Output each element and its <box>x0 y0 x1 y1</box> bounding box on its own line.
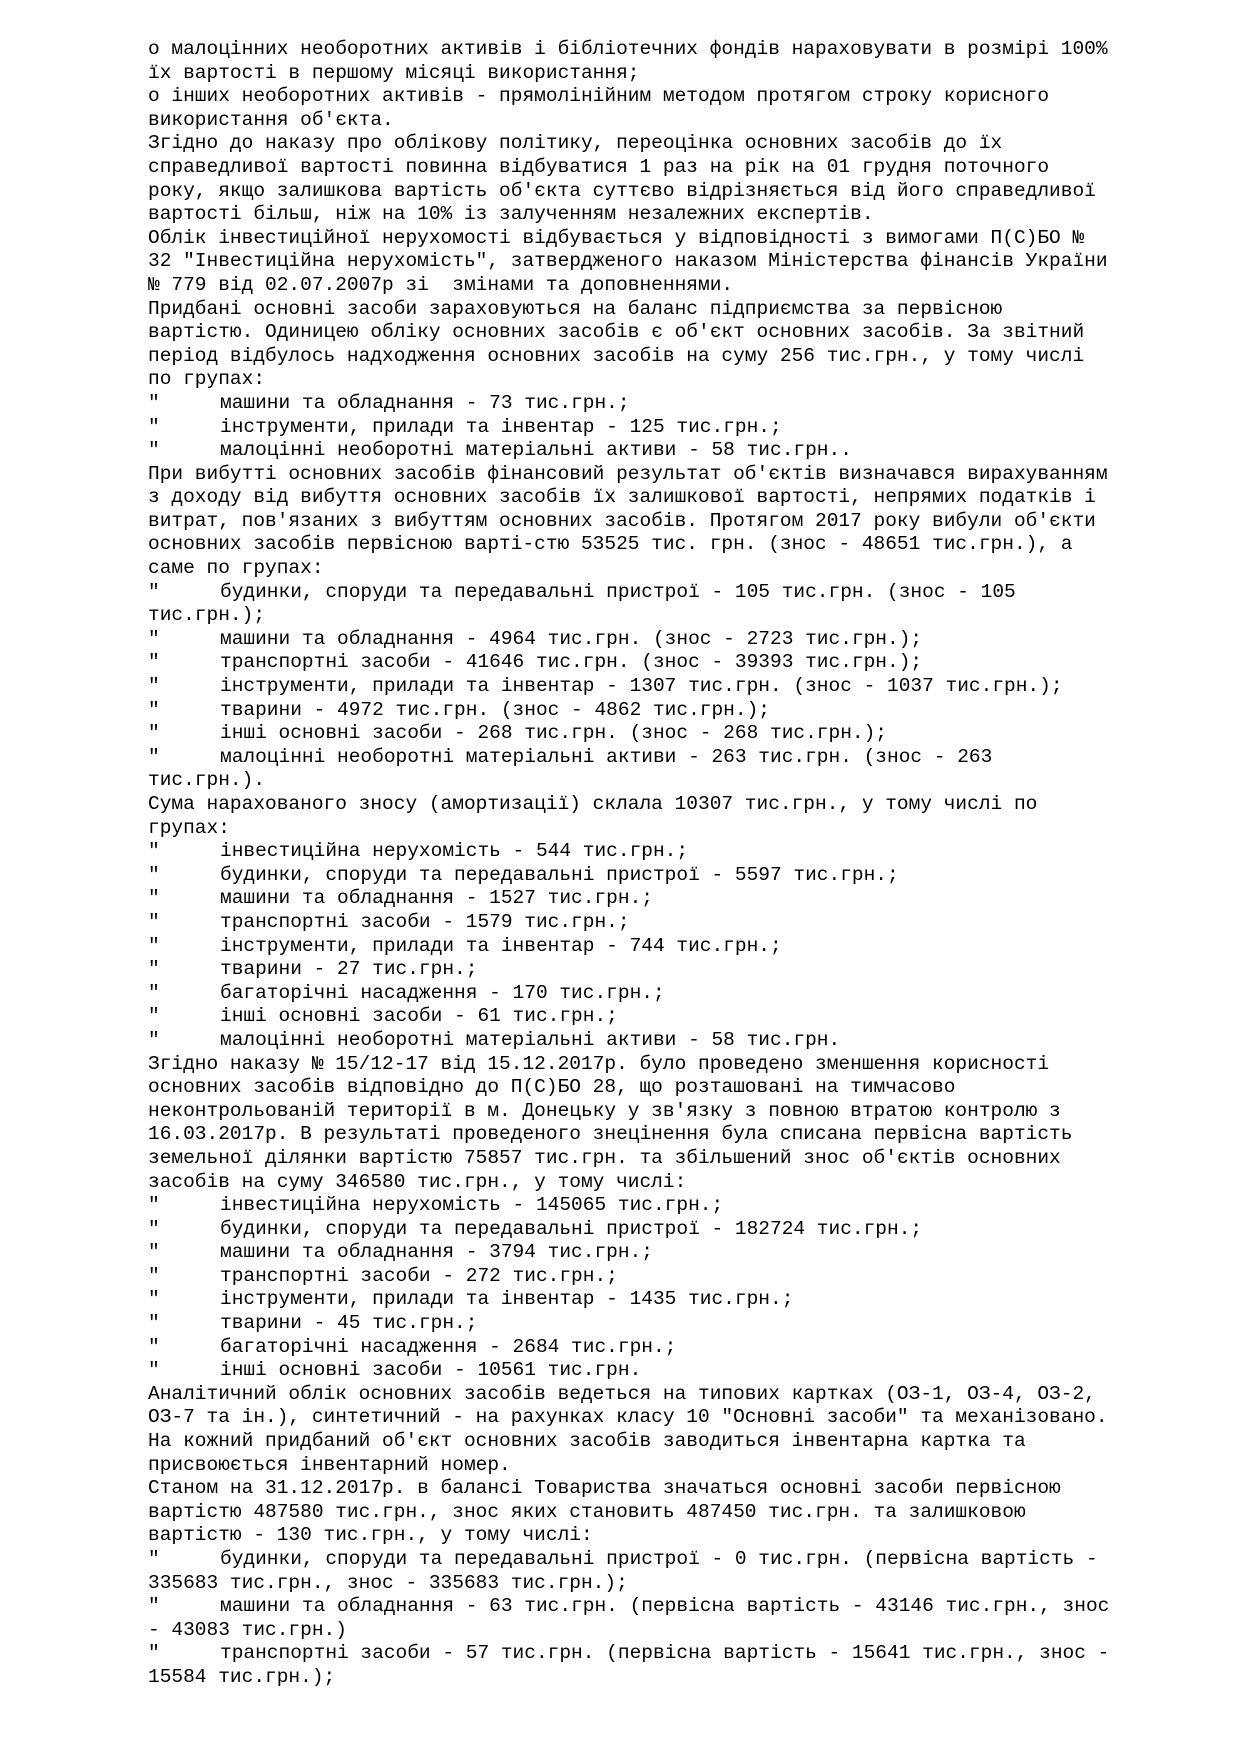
text-line <box>148 180 1208 204</box>
bullet-mark: " <box>148 1312 160 1335</box>
bullet-mark: " <box>148 1642 160 1665</box>
text-line <box>148 250 1208 274</box>
bullet-mark: " <box>148 1194 160 1217</box>
line-text: будинки, споруди та передавальні пристрої - 105 тис.грн. (знос - 105 <box>220 580 1016 603</box>
bullet-line <box>148 958 1208 982</box>
line-text: При вибутті основних засобів фінансовий результат об'єктів визначався вирахуванням <box>148 462 1108 485</box>
line-text: 32 "Інвестиційна нерухомість", затвердженого наказом Міністерства фінансів України <box>148 250 1108 273</box>
line-text: використання об'єкта. <box>148 108 394 131</box>
line-text: по групах: <box>148 368 266 391</box>
bullet-mark: " <box>148 627 160 650</box>
line-text: справедливої вартості повинна відбуватися 1 раз на рік на 01 грудня поточного <box>148 155 1050 178</box>
text-line <box>148 132 1208 156</box>
line-text: інші основні засоби - 10561 тис.грн. <box>220 1359 642 1382</box>
text-line <box>148 604 1208 628</box>
line-text: малоцінні необоротні матеріальні активи - 263 тис.грн. (знос - 263 <box>220 745 993 768</box>
bullet-line <box>148 887 1208 911</box>
text-line <box>148 769 1208 793</box>
text-line <box>148 62 1208 86</box>
bullet-mark: " <box>148 1005 160 1028</box>
bullet-mark: " <box>148 958 160 981</box>
bullet-line <box>148 1548 1208 1572</box>
text-line <box>148 533 1208 557</box>
text-line <box>148 1430 1208 1454</box>
line-text: малоцінні необоротні матеріальні активи - 58 тис.грн. <box>220 1028 841 1051</box>
text-line <box>148 345 1208 369</box>
text-line <box>148 1477 1208 1501</box>
bullet-line <box>148 416 1208 440</box>
bullet-line <box>148 722 1208 746</box>
bullet-mark: " <box>148 863 160 886</box>
line-text: ОЗ-7 та ін.), синтетичний - на рахунках класу 10 "Основні засоби" та механізовано. <box>148 1406 1108 1429</box>
bullet-mark: " <box>148 1548 160 1570</box>
line-text: період відбулось надходження основних засобів на суму 256 тис.грн., у тому числі <box>148 344 1085 367</box>
bullet-line <box>148 1595 1208 1619</box>
line-text: витрат, пов'язаних з вибуттям основних засобів. Протягом 2017 року вибули об'єкти <box>148 509 1096 532</box>
line-text: багаторічні насадження - 2684 тис.грн.; <box>220 1335 677 1358</box>
bullet-mark: " <box>148 981 160 1004</box>
bullet-mark: " <box>148 910 160 933</box>
bullet-mark: " <box>148 745 160 768</box>
bullet-mark: " <box>148 651 160 674</box>
text-line <box>148 203 1208 227</box>
bullet-mark: " <box>148 580 160 603</box>
line-text: машини та обладнання - 4964 тис.грн. (знос - 2723 тис.грн.); <box>220 627 923 650</box>
bullet-mark: " <box>148 391 160 414</box>
line-text: машини та обладнання - 1527 тис.грн.; <box>220 887 653 910</box>
line-text: тварини - 45 тис.грн.; <box>220 1312 478 1335</box>
line-text: вартістю - 130 тис.грн., у тому числі: <box>148 1524 593 1547</box>
bullet-line <box>148 628 1208 652</box>
line-text: о малоцінних необоротних активів і бібліотечних фондів нараховувати в розмірі 100% <box>148 38 1108 60</box>
bullet-line <box>148 1359 1208 1383</box>
line-text: засобів на суму 346580 тис.грн., у тому числі: <box>148 1170 687 1193</box>
line-text: На кожний придбаний об'єкт основних засобів заводиться інвентарна картка та <box>148 1430 1026 1453</box>
line-text: будинки, споруди та передавальні пристрої - 0 тис.грн. (первісна вартість - <box>220 1548 1098 1570</box>
bullet-line <box>148 392 1208 416</box>
bullet-line <box>148 1265 1208 1289</box>
text-line <box>148 227 1208 251</box>
line-text: - 43083 тис.грн.) <box>148 1618 347 1641</box>
line-text: тварини - 4972 тис.грн. (знос - 4862 тис.грн.); <box>220 698 770 721</box>
line-text: вартістю. Одиницею обліку основних засобів є об'єкт основних засобів. За звітний <box>148 321 1085 344</box>
text-line <box>148 817 1208 841</box>
text-line <box>148 1501 1208 1525</box>
bullet-line <box>148 581 1208 605</box>
line-text: інструменти, прилади та інвентар - 744 тис.грн.; <box>220 934 782 957</box>
text-line <box>148 1524 1208 1548</box>
text-line <box>148 1454 1208 1478</box>
text-line <box>148 298 1208 322</box>
bullet-line <box>148 675 1208 699</box>
text-line <box>148 109 1208 133</box>
line-text: вартістю 487580 тис.грн., знос яких становить 487450 тис.грн. та залишковою <box>148 1500 1026 1523</box>
line-text: будинки, споруди та передавальні пристрої - 182724 тис.грн.; <box>220 1217 923 1240</box>
line-text: інші основні засоби - 268 тис.грн. (знос - 268 тис.грн.); <box>220 722 888 745</box>
line-text: інструменти, прилади та інвентар - 125 тис.грн.; <box>220 415 782 438</box>
bullet-mark: " <box>148 439 160 462</box>
bullet-mark: " <box>148 934 160 957</box>
bullet-line <box>148 1005 1208 1029</box>
line-text: машини та обладнання - 3794 тис.грн.; <box>220 1241 653 1264</box>
text-line <box>148 1171 1208 1195</box>
line-text: Згідно до наказу про облікову політику, переоцінка основних засобів до їх <box>148 132 1003 155</box>
text-line <box>148 1053 1208 1077</box>
text-line <box>148 1147 1208 1171</box>
line-text: року, якщо залишкова вартість об'єкта суттєво відрізняється від його справедливої <box>148 179 1096 202</box>
line-text: основних засобів відповідно до П(С)БО 28, що розташовані на тимчасово <box>148 1076 956 1099</box>
text-line <box>148 1406 1208 1430</box>
text-line <box>148 1619 1208 1643</box>
line-text: Згідно наказу № 15/12-17 від 15.12.2017р. було проведено зменшення корисності <box>148 1052 1050 1075</box>
bullet-line <box>148 1336 1208 1360</box>
line-text: 15584 тис.грн.); <box>148 1665 336 1688</box>
line-text: тис.грн.); <box>148 604 266 627</box>
bullet-line <box>148 439 1208 463</box>
bullet-line <box>148 651 1208 675</box>
text-line <box>148 793 1208 817</box>
line-text: багаторічні насадження - 170 тис.грн.; <box>220 981 665 1004</box>
text-line <box>148 1076 1208 1100</box>
bullet-mark: " <box>148 887 160 910</box>
bullet-mark: " <box>148 1595 160 1618</box>
line-text: їх вартості в першому місяці використання; <box>148 61 640 84</box>
bullet-mark: " <box>148 1241 160 1264</box>
bullet-mark: " <box>148 840 160 863</box>
bullet-mark: " <box>148 698 160 721</box>
line-text: групах: <box>148 816 230 839</box>
bullet-line <box>148 864 1208 888</box>
bullet-line <box>148 935 1208 959</box>
bullet-line <box>148 699 1208 723</box>
line-text: інструменти, прилади та інвентар - 1435 тис.грн.; <box>220 1288 794 1311</box>
line-text: інші основні засоби - 61 тис.грн.; <box>220 1005 618 1028</box>
bullet-line <box>148 1241 1208 1265</box>
line-text: транспортні засоби - 272 тис.грн.; <box>220 1264 618 1287</box>
line-text: тварини - 27 тис.грн.; <box>220 958 478 981</box>
line-text: основних засобів первісною варті-стю 53525 тис. грн. (знос - 48651 тис.грн.), а <box>148 533 1073 556</box>
text-line <box>148 557 1208 581</box>
text-line <box>148 38 1208 62</box>
line-text: Аналітичний облік основних засобів ведеться на типових картках (ОЗ-1, ОЗ-4, ОЗ-2, <box>148 1382 1096 1405</box>
line-text: саме по групах: <box>148 557 324 580</box>
line-text: 16.03.2017р. В результаті проведеного знецінення була списана первісна вартість <box>148 1123 1073 1146</box>
bullet-mark: " <box>148 1028 160 1051</box>
text-line <box>148 274 1208 298</box>
line-text: Сума нарахованого зносу (амортизації) склала 10307 тис.грн., у тому числі по <box>148 793 1038 815</box>
line-text: інструменти, прилади та інвентар - 1307 тис.грн. (знос - 1037 тис.грн.); <box>220 675 1063 698</box>
text-line <box>148 156 1208 180</box>
line-text: машини та обладнання - 73 тис.грн.; <box>220 391 630 414</box>
line-text: малоцінні необоротні матеріальні активи - 58 тис.грн.. <box>220 439 852 462</box>
document-page <box>148 38 1208 1690</box>
line-text: Станом на 31.12.2017р. в балансі Товариства значаться основні засоби первісною <box>148 1477 1061 1500</box>
text-line <box>148 510 1208 534</box>
line-text: вартості більш, ніж на 10% із залученням незалежних експертів. <box>148 203 874 226</box>
bullet-mark: " <box>148 1264 160 1287</box>
bullet-line <box>148 1642 1208 1666</box>
line-text: земельної ділянки вартістю 75857 тис.грн. та збільшений знос об'єктів основних <box>148 1146 1061 1169</box>
line-text: інвестиційна нерухомість - 145065 тис.грн.; <box>220 1194 724 1217</box>
text-line <box>148 1666 1208 1690</box>
line-text: Облік інвестиційної нерухомості відбувається у відповідності з вимогами П(С)БО № <box>148 226 1085 249</box>
line-text: будинки, споруди та передавальні пристрої - 5597 тис.грн.; <box>220 863 899 886</box>
bullet-line <box>148 1029 1208 1053</box>
line-text: о інших необоротних активів - прямолінійним методом протягом строку корисного <box>148 85 1050 108</box>
line-text: транспортні засоби - 41646 тис.грн. (знос - 39393 тис.грн.); <box>220 651 923 674</box>
bullet-mark: " <box>148 1217 160 1240</box>
bullet-mark: " <box>148 1335 160 1358</box>
line-text: з доходу від вибуття основних засобів їх залишкової вартості, непрямих податків і <box>148 486 1096 509</box>
text-line <box>148 463 1208 487</box>
text-line <box>148 1100 1208 1124</box>
line-text: транспортні засоби - 57 тис.грн. (первісна вартість - 15641 тис.грн., знос - <box>220 1642 1110 1665</box>
bullet-mark: " <box>148 1288 160 1311</box>
bullet-mark: " <box>148 722 160 745</box>
document-text-body <box>148 38 1208 1690</box>
line-text: 335683 тис.грн., знос - 335683 тис.грн.); <box>148 1571 628 1594</box>
line-text: тис.грн.). <box>148 769 266 792</box>
text-line <box>148 321 1208 345</box>
line-text: Придбані основні засоби зараховуються на баланс підприємства за первісною <box>148 297 1003 320</box>
bullet-line <box>148 1218 1208 1242</box>
text-line <box>148 1572 1208 1596</box>
bullet-line <box>148 1288 1208 1312</box>
bullet-line <box>148 982 1208 1006</box>
line-text: транспортні засоби - 1579 тис.грн.; <box>220 910 630 933</box>
text-line <box>148 85 1208 109</box>
text-line <box>148 486 1208 510</box>
line-text: інвестиційна нерухомість - 544 тис.грн.; <box>220 840 689 863</box>
line-text: № 779 від 02.07.2007р зі змінами та доповненнями. <box>148 273 734 296</box>
bullet-line <box>148 911 1208 935</box>
bullet-line <box>148 1194 1208 1218</box>
bullet-mark: " <box>148 1359 160 1382</box>
bullet-line <box>148 840 1208 864</box>
text-line <box>148 1123 1208 1147</box>
line-text: машини та обладнання - 63 тис.грн. (первісна вартість - 43146 тис.грн., знос <box>220 1595 1110 1618</box>
text-line <box>148 1383 1208 1407</box>
text-line <box>148 368 1208 392</box>
bullet-mark: " <box>148 675 160 698</box>
bullet-line <box>148 746 1208 770</box>
line-text: неконтрольованій території в м. Донецьку у зв'язку з повною втратою контролю з <box>148 1099 1061 1122</box>
line-text: присвоюється інвентарний номер. <box>148 1453 511 1476</box>
bullet-mark: " <box>148 415 160 438</box>
bullet-line <box>148 1312 1208 1336</box>
